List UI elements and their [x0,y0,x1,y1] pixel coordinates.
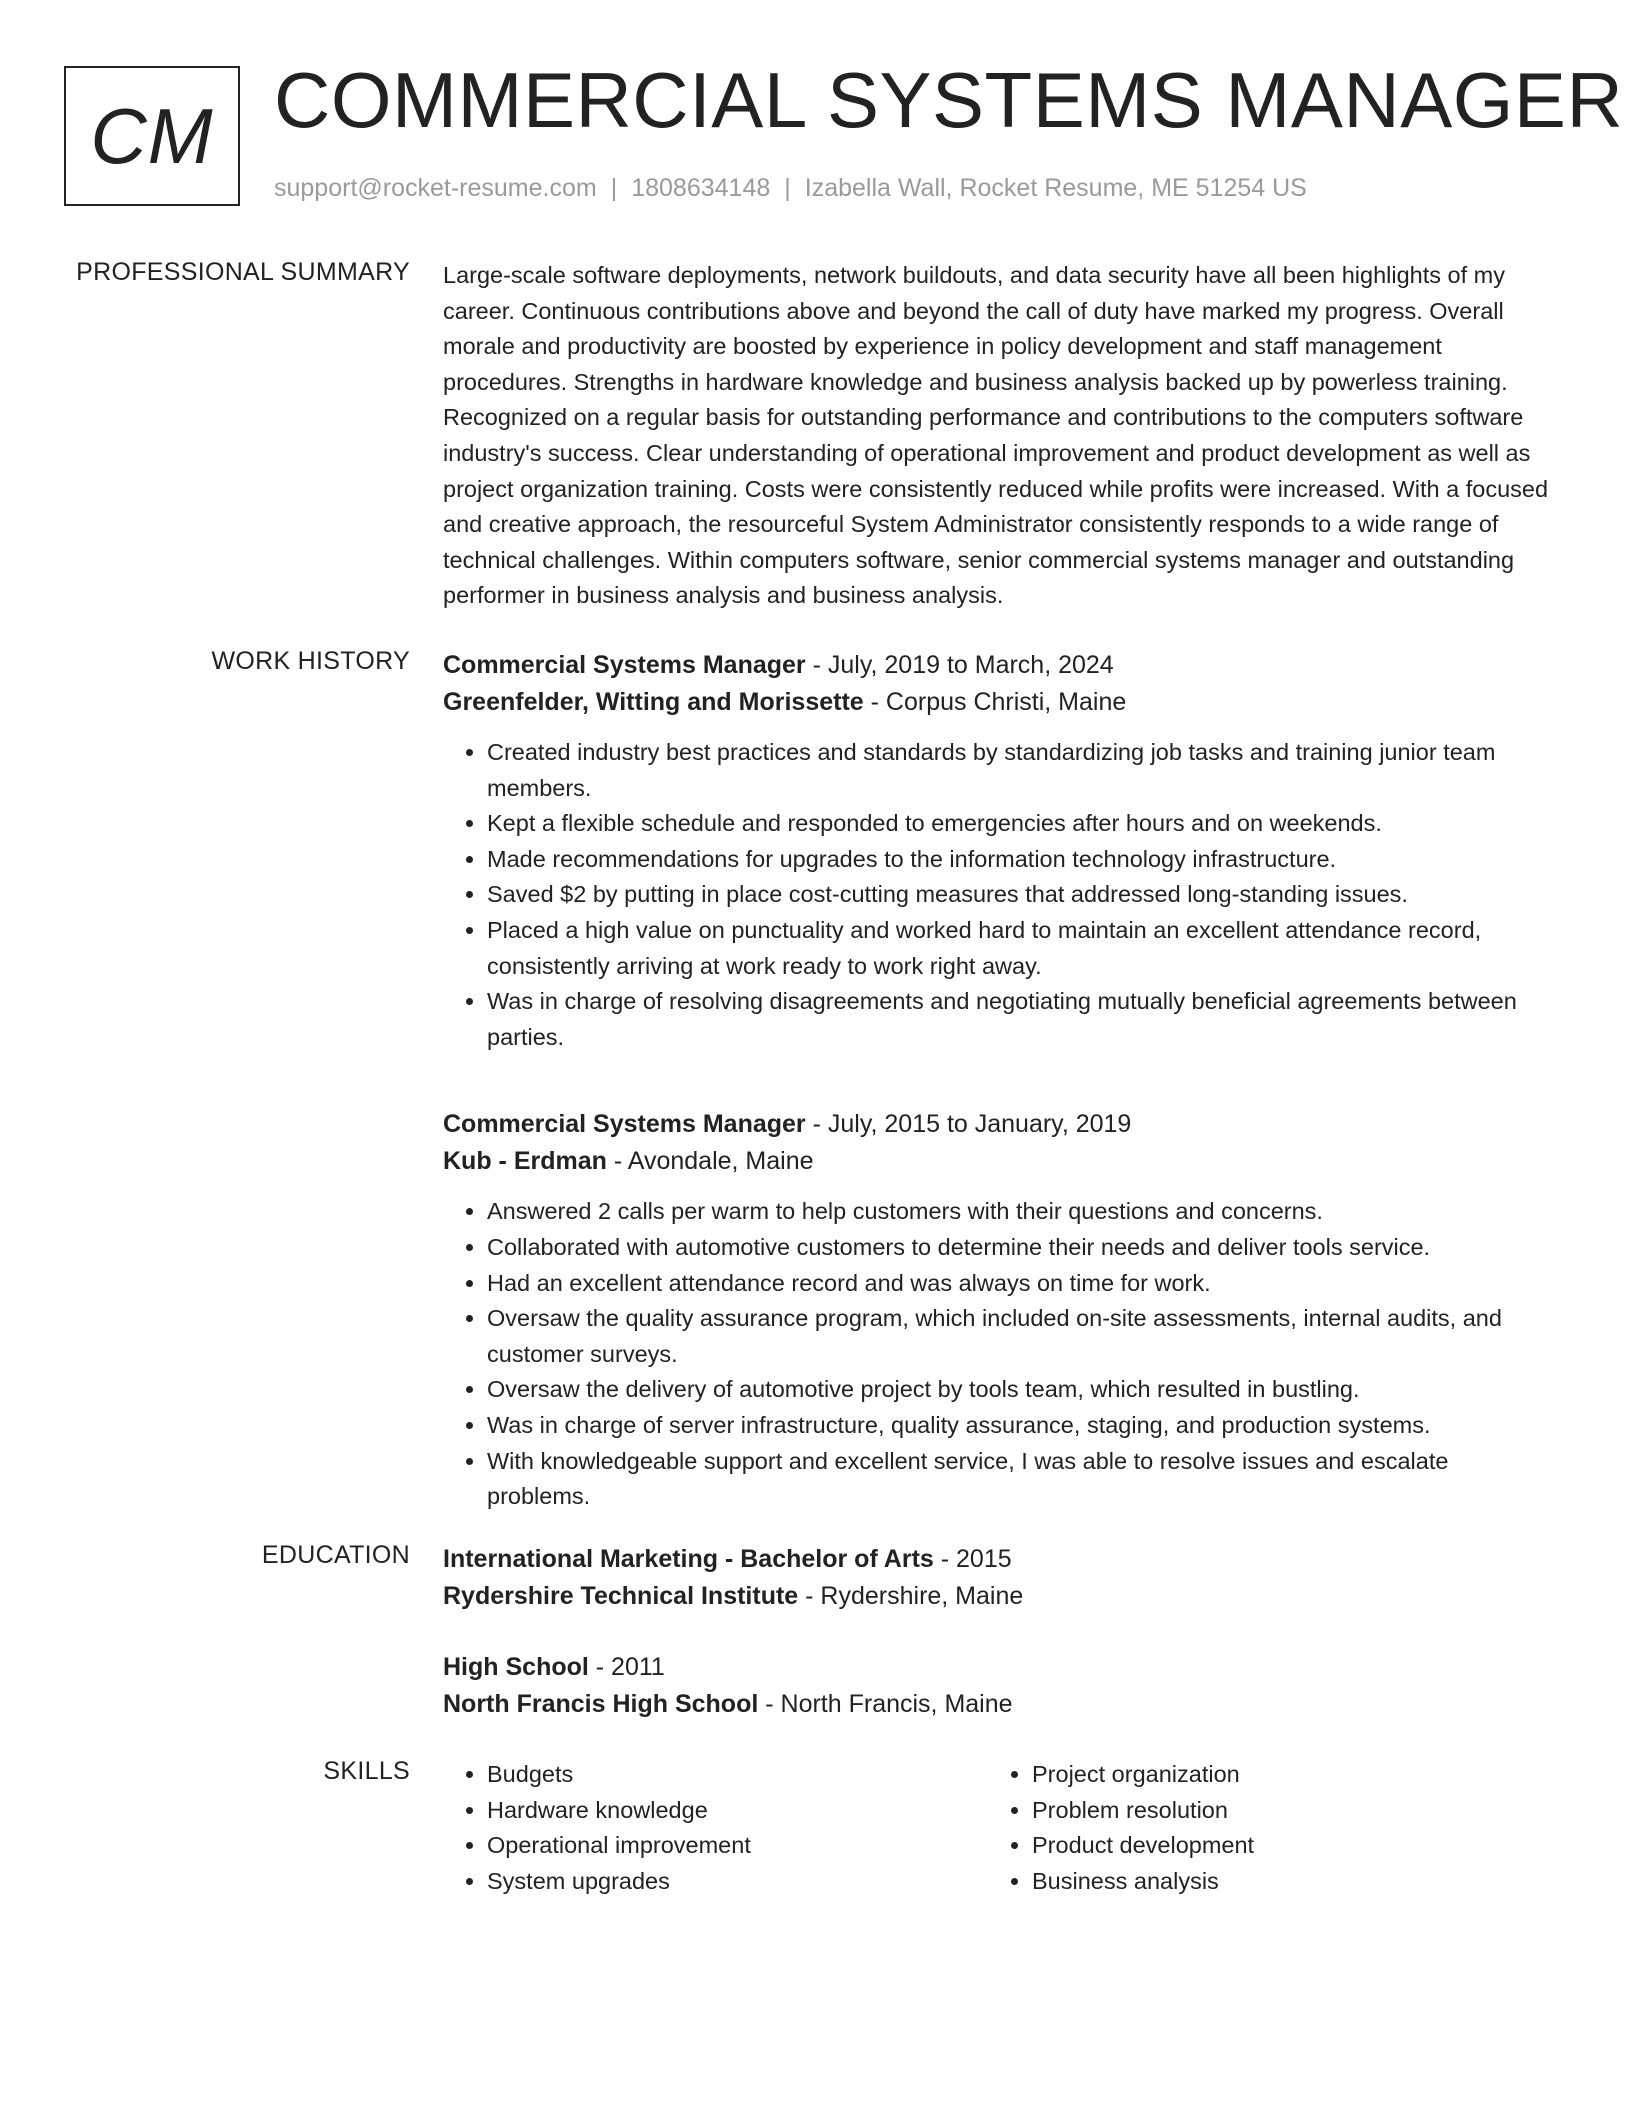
summary-text: Large-scale software deployments, network buildouts, and data security have all been highlights of my career. Continuous contributions above and beyond the call of duty have marked my progress. Overall morale and productivity are boosted by experience in policy development and staff management procedures. Strengths in hardware knowledge and business analysis backed up by powerless training. Recognized on a regular basis for outstanding performance and contributions to the computers software industry's success. Clear understanding of operational improvement and product development as well as project organization training. Costs were consistently reduced while profits were increased. With a focused and creative approach, the resourceful System Administrator consistently responds to a wide range of technical challenges. Within computers software, senior commercial systems manager and outstanding performer in business analysis and business analysis. [443,262,1549,609]
contact-email: support@rocket-resume.com [274,174,597,202]
education-school-line [443,1578,1553,1615]
education-degree-line [443,1649,1553,1686]
education-entry [443,1649,1553,1723]
contact-line [274,174,1307,203]
contact-phone: 1808634148 [631,174,771,202]
job-role-line [443,647,1553,684]
job-company-line [443,1143,1553,1180]
resume-title: COMMERCIAL SYSTEMS MANAGER [274,56,1624,144]
skills-body [443,1757,1553,1899]
skills-column-right [988,1757,1533,1899]
job-bullet: • Placed a high value on punctuality and worked hard to maintain an excellent attendance record, consistently arriving at work ready to work right away. [487,913,1553,984]
skill-item: • Hardware knowledge [487,1793,988,1829]
job-bullet: • Kept a flexible schedule and responded to emergencies after hours and on weekends. [487,806,1553,842]
education-degree: International Marketing - Bachelor of Arts [443,1545,934,1573]
job-company: Kub - Erdman [443,1147,607,1176]
job-dates: - July, 2019 to March, 2024 [805,651,1114,679]
job-role: Commercial Systems Manager [443,651,806,679]
job-entry [443,647,1553,1055]
education-degree: High School [443,1653,589,1681]
job-location: - Corpus Christi, Maine [863,688,1127,716]
job-role-line [443,1106,1553,1143]
skill-item: • Project organization [1032,1757,1533,1793]
summary-heading: PROFESSIONAL SUMMARY [76,258,410,286]
skill-item: • Operational improvement [487,1828,988,1864]
work-history-heading: WORK HISTORY [211,647,410,675]
education-location: - North Francis, Maine [758,1690,1013,1718]
education-school-line [443,1686,1553,1723]
work-history-body [443,647,1553,1515]
skill-item: • Product development [1032,1828,1533,1864]
job-bullet: • Had an excellent attendance record and was always on time for work. [487,1266,1553,1302]
job-bullet: • With knowledgeable support and excellent service, I was able to resolve issues and escalate problems. [487,1444,1553,1515]
job-bullet: • Was in charge of server infrastructure, quality assurance, staging, and production systems. [487,1408,1553,1444]
education-year: - 2015 [933,1545,1012,1573]
skills-grid [443,1757,1553,1899]
job-bullet: • Saved $2 by putting in place cost-cutting measures that addressed long-standing issues. [487,877,1553,913]
job-role: Commercial Systems Manager [443,1110,806,1139]
job-bullet: • Created industry best practices and standards by standardizing job tasks and training junior team members. [487,735,1553,806]
job-company-line [443,684,1553,721]
job-dates: - July, 2015 to January, 2019 [805,1110,1132,1139]
education-entry [443,1541,1553,1615]
skills-column-left [443,1757,988,1899]
job-bullets [443,1194,1553,1514]
contact-address: Izabella Wall, Rocket Resume, ME 51254 US [804,174,1307,202]
contact-separator: | [784,174,791,202]
job-company: Greenfelder, Witting and Morissette [443,688,864,716]
education-year: - 2011 [588,1653,665,1681]
contact-separator: | [610,174,618,202]
education-school: Rydershire Technical Institute [443,1582,799,1610]
education-school: North Francis High School [443,1690,759,1718]
skill-item: • Business analysis [1032,1864,1533,1900]
job-bullet: • Answered 2 calls per warm to help customers with their questions and concerns. [487,1194,1553,1230]
job-entry [443,1106,1553,1514]
education-body [443,1541,1553,1723]
job-bullet: • Oversaw the quality assurance program, which included on-site assessments, internal audits, and customer surveys. [487,1301,1553,1372]
job-location: - Avondale, Maine [606,1147,814,1176]
job-bullet: • Oversaw the delivery of automotive project by tools team, which resulted in bustling. [487,1372,1553,1408]
skill-item: • System upgrades [487,1864,988,1900]
education-degree-line [443,1541,1553,1578]
skills-heading: SKILLS [323,1757,410,1785]
summary-body [443,258,1553,614]
job-bullet: • Made recommendations for upgrades to the information technology infrastructure. [487,842,1553,878]
monogram-initials: CM [90,91,214,180]
job-bullets [443,735,1553,1055]
job-bullet: • Was in charge of resolving disagreements and negotiating mutually beneficial agreements between parties. [487,984,1553,1055]
skill-item: • Problem resolution [1032,1793,1533,1829]
education-heading: EDUCATION [261,1541,410,1569]
skill-item: • Budgets [487,1757,988,1793]
monogram-box [64,66,240,206]
education-location: - Rydershire, Maine [798,1582,1024,1610]
job-bullet: • Collaborated with automotive customers to determine their needs and deliver tools service. [487,1230,1553,1266]
